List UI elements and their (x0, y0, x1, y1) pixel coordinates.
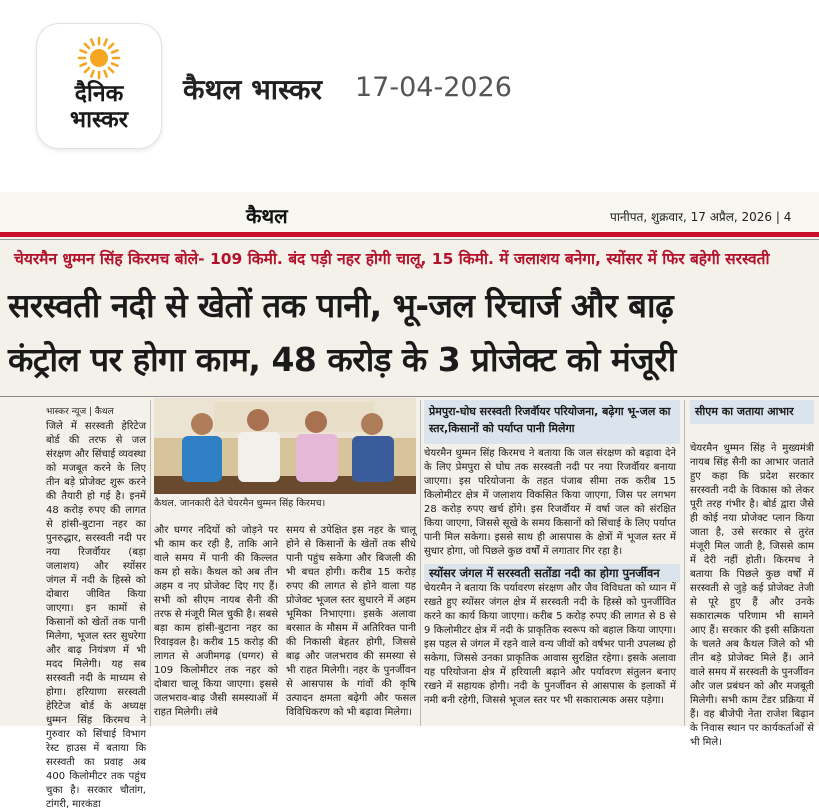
subheading-reservoir: प्रेमपुरा-घोघ सरस्वती रिजर्वॉयर परियोजना, बढ़ेगा भू-जल का स्तर,किसानों को पर्याप्त पानी मिलेगा (424, 400, 680, 444)
column-divider (150, 400, 151, 726)
thin-rule (0, 239, 819, 240)
column-divider (420, 400, 421, 726)
headline-line-2: कंट्रोल पर होगा काम, 48 करोड़ के 3 प्रोजेक्ट को मंजूरी (8, 340, 676, 379)
sun-icon (76, 35, 122, 81)
news-photo (154, 398, 416, 494)
red-rule (0, 232, 819, 237)
newspaper-clipping[interactable] (0, 192, 819, 810)
story-kicker: चेयरमैन धुम्मन सिंह किरमच बोले- 109 किमी. बंद पड़ी नहर होगी चालू, 15 किमी. में जलाशय बनेगा, स्योंसर में फिर बहेगी सरस्वती (14, 250, 770, 268)
edition-date: 17-04-2026 (355, 72, 512, 103)
photo-illustration (154, 398, 416, 494)
article-column-3: समय से उपेक्षित इस नहर के चालू होने से किसानों के खेतों तक सीधे पानी पहुंच सकेगा और बिजली की भी बचत होगी। करीब 15 करोड़ रुपए की लागत से होने वाला यह प्रोजेक्ट भूजल स्तर सुधारने में अहम भूमिका निभाएगा। इसके अलावा बरसात के मौसम में अतिरिक्त पानी की निकासी बेहतर होगी, जिससे बाढ़ और जलभराव की समस्या से भी राहत मिलेगी। नहर के पुनर्जीवन से आसपास के गांवों की कृषि उत्पादन क्षमता बढ़ेगी और फसल विविधिकरण को भी बढ़ावा मिलेगा। (286, 525, 416, 718)
article-column-1: जिले में सरस्वती हेरिटेज बोर्ड की तरफ से जल संरक्षण और सिंचाई व्यवस्था को मजबूत करने के लिए तीन बड़े प्रोजेक्ट शुरू करने की तैयारी हो गई है। इनमें 48 करोड़ रुपए की लागत से हांसी-बुटाना नहर का पुनरुद्धार, सरस्वती नदी पर नया रिजर्वॉयर (बड़ा जलाशय) और स्योंसर जंगल में नदी के हिस्से को दोबारा जीवित किया जाएगा। इन कामों से किसानों को खेतों तक पानी मिलेगा, भूजल स्तर सुधरेगा और बाढ़ नियंत्रण में भी मदद मिलेगी। यह सब सरस्वती नदी के माध्यम से होगा। हरियाणा सरस्वती हेरिटेज बोर्ड के अध्यक्ष धुम्मन सिंह किरमच ने गुरुवार को सिंचाई विभाग रेस्ट हाउस में बताया कि सरस्वती का प्रवाह अब 400 किलोमीटर तक पहुंच चुका है। सरकार चौतांग, टांगरी, मारकंडा (46, 421, 146, 810)
page-masthead (0, 192, 819, 234)
edition-name: कैथल भास्कर (183, 73, 322, 106)
app-logo[interactable] (37, 24, 161, 148)
page-edition-title: कैथल (246, 204, 288, 228)
photo-caption: कैथल. जानकारी देते चेयरमैन धुम्मन सिंह किरमच। (154, 498, 326, 509)
column-divider (684, 400, 685, 726)
article-column-2: और घग्गर नदियों को जोड़ने पर भी काम कर रही है, ताकि आने वाले समय में पानी की किल्लत कम हो सके। कैथल को अब तीन अहम व नए प्रोजेक्ट दिए गए हैं। सभी को सीएम नायब सैनी की तरफ से मंजूरी मिल चुकी है। सबसे बड़ा काम हांसी-बुटाना नहर का रिवाइवल है। करीब 15 करोड़ की लागत से अजीमगढ़ (घग्गर) से 109 किलोमीटर तक नहर को दोबारा चालू किया जाएगा। इससे जलभराव-बाढ़ जैसी समस्याओं में राहत मिलेगी। लंबे (154, 525, 278, 718)
logo-line-2: भास्कर (69, 107, 129, 133)
subheading-river-revival: स्योंसर जंगल में सरस्वती सतोंडा नदी का होगा पुनर्जीवन (424, 564, 680, 582)
article-column-4: चेयरमैन धुम्मन सिंह किरमच ने बताया कि जल संरक्षण को बढ़ावा देने के लिए प्रेमपुरा से घोघ तक सरस्वती नदी पर नया रिजर्वॉयर बनाया जाएगा। इस परियोजना के तहत पंजाब सीमा तक करीब 15 किलोमीटर क्षेत्र में जलाशय विकसित किया जाएगा, जिस पर लगभग 28 करोड़ रुपए खर्च होंगे। इस रिजर्वॉयर में वर्षा जल को संरक्षित किया जाएगा, जिससे सूखे के समय किसानों को सिंचाई के लिए पर्याप्त पानी मिल सकेगा। इससे साथ ही आसपास के क्षेत्रों में भूजल स्तर में सुधार होगा, जो पिछले कुछ वर्षों में लगातार गिर रहा है। (424, 448, 676, 557)
subheading-thanks: सीएम का जताया आभार (690, 400, 814, 424)
article-column-6: चेयरमैन धुम्मन सिंह ने मुख्यमंत्री नायब सिंह सैनी का आभार जताते हुए कहा कि प्रदेश सरकार सरस्वती नदी के विकास को लेकर पूरी तरह गंभीर है। बोर्ड द्वारा जैसे ही कोई नया प्रोजेक्ट प्लान किया जाता है, उसे सरकार से तुरंत मंजूरी मिल जाती है, जिससे काम में देरी नहीं होती। किरमच ने बताया कि पिछले कुछ वर्षों में सरस्वती से जुड़े कई प्रोजेक्ट तेजी से पूरे हुए हैं और उनके सकारात्मक परिणाम भी सामने आए हैं। सरकार की इसी सक्रियता के चलते अब कैथल जिले को भी तीन बड़े प्रोजेक्ट मिले हैं। आने वाले समय में सरस्वती के पुनर्जीवन और जल प्रबंधन को और मजबूती मिलेगी। सभी काम टेंडर प्रक्रिया में हैं। वह बीजेपी नेता राजेश बिढ़ान के निवास स्थान पर कार्यकर्ताओं से भी मिले। (690, 443, 814, 748)
app-header (0, 0, 819, 190)
byline: भास्कर न्यूज | कैथल (46, 407, 114, 417)
article-column-5: चेयरमैन ने बताया कि पर्यावरण संरक्षण और जैव विविधता को ध्यान में रखते हुए स्योंसर जंगल क्षेत्र में सरस्वती नदी के हिस्से को पुनर्जीवित करने का कार्य किया जाएगा। करीब 5 करोड़ रुपए की लागत से 8 से 9 किलोमीटर क्षेत्र में नदी के प्राकृतिक स्वरूप को बहाल किया जाएगा। इस पहल से जंगल में रहने वाले वन्य जीवों को वर्षभर पानी उपलब्ध हो सकेगा, जिससे उनका प्राकृतिक आवास सुरक्षित रहेगा। इसके अलावा यह परियोजना क्षेत्र में हरियाली बढ़ाने और पर्यावरण संतुलन बनाए रखने में सहायक होगी। नदी के पुनर्जीवन से आसपास के इलाकों में नमी बनी रहेगी, जिससे भूजल स्तर पर भी सकारात्मक असर पड़ेगा। (424, 583, 676, 706)
logo-line-1: दैनिक (74, 81, 124, 107)
headline-line-1: सरस्वती नदी से खेतों तक पानी, भू-जल रिचार्ज और बाढ़ (8, 286, 674, 325)
page-dateline: पानीपत, शुक्रवार, 17 अप्रैल, 2026 | 4 (610, 210, 792, 224)
section-divider (0, 396, 819, 397)
